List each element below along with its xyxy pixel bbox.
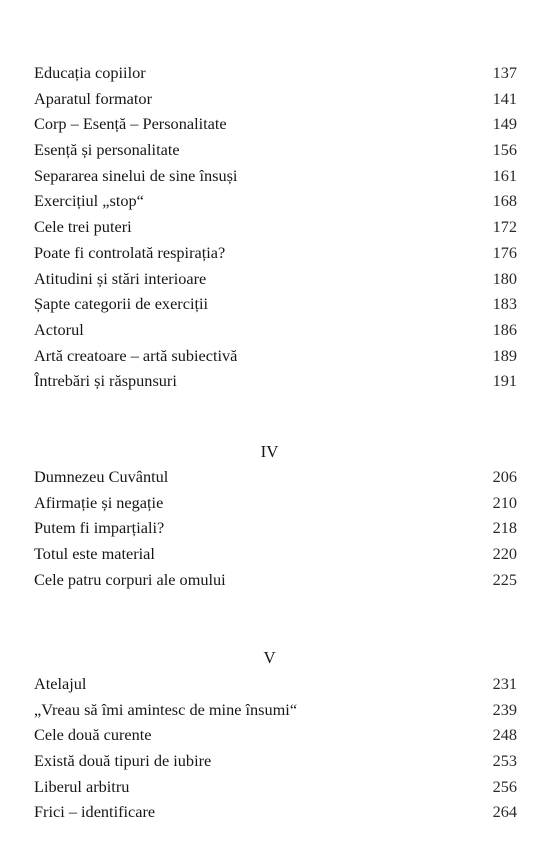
toc-entry-page: 149 — [492, 114, 517, 134]
toc-entry-page: 225 — [492, 569, 517, 589]
toc-entry-title: Atitudini și stări interioare — [34, 268, 207, 288]
toc-entry — [34, 722, 517, 748]
toc-entry-title: Separarea sinelui de sine însuși — [34, 165, 238, 185]
toc-entry — [34, 774, 517, 800]
toc-entry-title: Liberul arbitru — [34, 776, 130, 796]
toc-entry-page: 218 — [492, 518, 517, 538]
toc-entry-title: Șapte categorii de exerciții — [34, 294, 209, 314]
toc-entry — [34, 317, 517, 343]
toc-entry-title: Atelajul — [34, 674, 87, 693]
toc-entry — [34, 748, 517, 774]
toc-entry — [34, 137, 517, 163]
toc-entry — [34, 697, 517, 723]
toc-entry-title: Putem fi imparțiali? — [34, 518, 165, 538]
toc-entry-title: Esență și personalitate — [34, 140, 180, 160]
toc-entry-page: 137 — [492, 63, 517, 82]
toc-entry-page: 180 — [492, 268, 517, 288]
toc-entry — [34, 240, 517, 266]
toc-entry — [34, 541, 517, 567]
toc-entry — [34, 368, 517, 394]
toc-section-5 — [34, 671, 517, 825]
toc-entry — [34, 490, 517, 516]
toc-entry-page: 210 — [492, 492, 517, 512]
toc-entry-title: Totul este material — [34, 544, 155, 564]
toc-entry-page: 156 — [492, 140, 517, 160]
section-heading-v: V — [263, 648, 276, 667]
toc-entry-title: Exercițiul „stop“ — [34, 191, 144, 211]
toc-entry — [34, 111, 517, 137]
toc-entry-title: Poate fi controlată respirația? — [34, 242, 226, 262]
toc-entry-page: 186 — [492, 319, 517, 339]
toc-entry — [34, 60, 517, 86]
toc-entry-title: Artă creatoare – artă subiectivă — [34, 345, 238, 365]
toc-entry — [34, 214, 517, 240]
toc-entry-page: 189 — [492, 345, 517, 365]
toc-entry — [34, 266, 517, 292]
toc-entry-title: Actorul — [34, 319, 84, 339]
toc-entry-page: 191 — [492, 371, 517, 391]
toc-entry-title: Există două tipuri de iubire — [34, 751, 212, 771]
toc-entry-title: Cele trei puteri — [34, 217, 132, 237]
toc-entry-page: 239 — [492, 699, 517, 719]
toc-entry — [34, 291, 517, 317]
toc-entry-page: 220 — [492, 544, 517, 564]
toc-entry — [34, 464, 517, 490]
toc-entry-title: Educația copiilor — [34, 63, 146, 82]
toc-entry — [34, 86, 517, 112]
toc-entry-title: Corp – Esență – Personalitate — [34, 114, 227, 134]
section-heading-iv: IV — [260, 442, 279, 461]
toc-entry-page: 248 — [492, 725, 517, 745]
toc-entry — [34, 188, 517, 214]
toc-entry-page: 168 — [492, 191, 517, 211]
toc-entry-page: 183 — [492, 294, 517, 314]
toc-entry-title: „Vreau să îmi amintesc de mine însumi“ — [34, 699, 298, 719]
toc-entry-page: 161 — [492, 165, 517, 185]
toc-entry — [34, 163, 517, 189]
toc-entry — [34, 515, 517, 541]
toc-entry — [34, 799, 517, 825]
toc-entry-title: Întrebări și răspunsuri — [34, 371, 177, 391]
toc-entry-page: 141 — [492, 88, 517, 108]
toc-entry-title: Frici – identificare — [34, 802, 156, 822]
toc-entry — [34, 343, 517, 369]
toc-entry-page: 176 — [492, 242, 517, 262]
toc-entry-title: Aparatul formator — [34, 88, 152, 108]
toc-entry — [34, 671, 517, 697]
toc-entry-page: 256 — [492, 776, 517, 796]
toc-entry-title: Cele două curente — [34, 725, 152, 745]
toc-entry-page: 264 — [492, 802, 517, 822]
toc-entry-page: 253 — [492, 751, 517, 771]
toc-entry-page: 206 — [492, 467, 517, 486]
toc-entry-page: 231 — [492, 674, 517, 693]
toc-entry-page: 172 — [492, 217, 517, 237]
toc-entry-title: Cele patru corpuri ale omului — [34, 569, 226, 589]
toc-entry-title: Dumnezeu Cuvântul — [34, 467, 169, 486]
toc-entry — [34, 567, 517, 593]
toc-section-4 — [34, 464, 517, 592]
toc-section-3 — [34, 60, 517, 394]
toc-entry-title: Afirmație și negație — [34, 492, 164, 512]
